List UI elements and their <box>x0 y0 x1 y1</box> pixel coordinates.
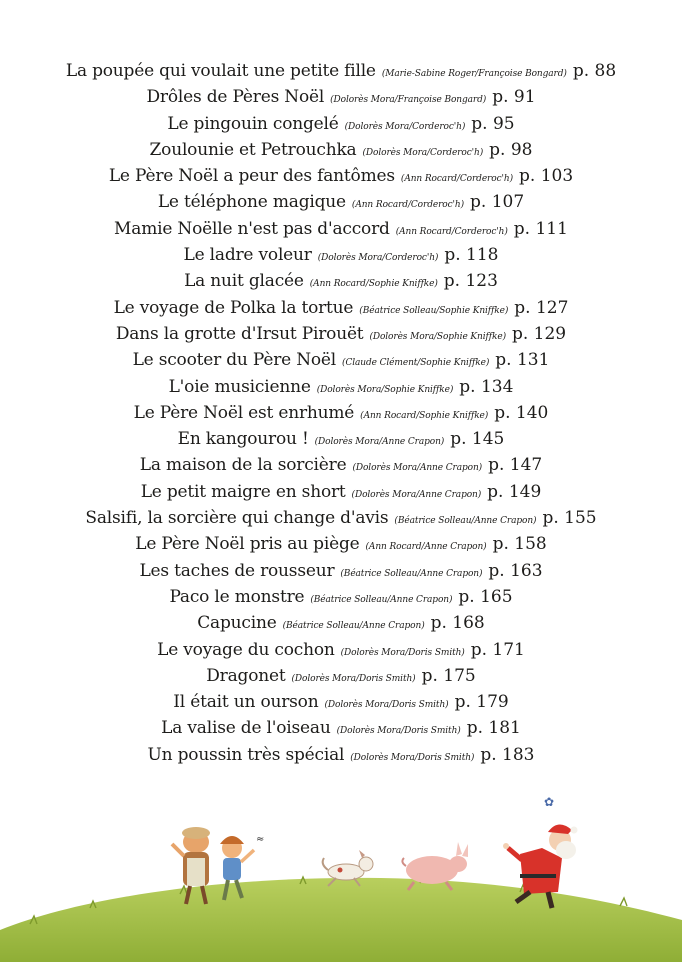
toc-entry[interactable] <box>0 137 682 163</box>
toc-entry[interactable] <box>0 295 682 321</box>
toc-entry[interactable] <box>0 347 682 373</box>
entry-authors: (Ann Rocard/Corderoc'h) <box>395 226 508 237</box>
entry-page: p. 168 <box>430 613 485 634</box>
entry-title: La valise de l'oiseau <box>161 718 331 739</box>
entry-title: En kangourou ! <box>177 429 309 450</box>
toc-entry[interactable] <box>0 374 682 400</box>
entry-authors: (Dolorès Mora/Doris Smith) <box>340 647 465 658</box>
toc-entry[interactable] <box>0 689 682 715</box>
entry-authors: (Béatrice Solleau/Anne Crapon) <box>340 568 483 579</box>
entry-page: p. 155 <box>542 508 597 529</box>
entry-authors: (Dolorès Mora/Anne Crapon) <box>314 437 445 448</box>
entry-authors: (Ann Rocard/Corderoc'h) <box>400 174 514 185</box>
svg-text:≈: ≈ <box>256 834 265 845</box>
entry-authors: (Béatrice Solleau/Anne Crapon) <box>310 594 453 605</box>
entry-page: p. 131 <box>495 350 550 371</box>
entry-page: p. 95 <box>471 113 515 134</box>
entry-title: Le Père Noël est enrhumé <box>133 402 355 423</box>
table-of-contents <box>0 58 682 768</box>
toc-entry[interactable] <box>0 584 682 610</box>
entry-authors: (Dolorès Mora/Doris Smith) <box>324 700 449 711</box>
entry-authors: (Dolorès Mora/Corderoc'h) <box>317 253 439 264</box>
entry-page: p. 98 <box>489 139 533 160</box>
entry-title: Le téléphone magique <box>157 192 346 213</box>
entry-page: p. 147 <box>488 455 543 476</box>
toc-entry[interactable] <box>0 84 682 110</box>
entry-authors: (Dolorès Mora/Doris Smith) <box>350 752 475 763</box>
toc-entry[interactable] <box>0 268 682 294</box>
toc-entry[interactable] <box>0 637 682 663</box>
entry-title: Le petit maigre en short <box>140 481 346 502</box>
toc-entry[interactable] <box>0 216 682 242</box>
entry-title: La maison de la sorcière <box>139 455 347 476</box>
entry-page: p. 103 <box>519 166 574 187</box>
entry-authors: (Dolorès Mora/Corderoc'h) <box>362 147 484 158</box>
toc-entry[interactable] <box>0 479 682 505</box>
toc-entry[interactable] <box>0 742 682 768</box>
entry-title: Drôles de Pères Noël <box>146 87 325 108</box>
toc-entry[interactable] <box>0 610 682 636</box>
entry-page: p. 158 <box>492 534 547 555</box>
toc-entry[interactable] <box>0 163 682 189</box>
toc-entry[interactable] <box>0 321 682 347</box>
entry-title: Le ladre voleur <box>183 245 312 266</box>
entry-title: Le Père Noël a peur des fantômes <box>108 166 395 187</box>
entry-page: p. 123 <box>443 271 498 292</box>
entry-title: La nuit glacée <box>184 271 304 292</box>
entry-page: p. 140 <box>494 402 549 423</box>
entry-authors: (Béatrice Solleau/Anne Crapon) <box>394 516 537 527</box>
entry-page: p. 127 <box>514 297 569 318</box>
entry-title: Le Père Noël pris au piège <box>135 534 360 555</box>
entry-page: p. 163 <box>488 560 543 581</box>
toc-entry[interactable] <box>0 505 682 531</box>
entry-page: p. 183 <box>480 744 535 765</box>
toc-entry[interactable] <box>0 426 682 452</box>
entry-authors: (Dolorès Mora/Anne Crapon) <box>351 489 482 500</box>
entry-page: p. 149 <box>487 481 542 502</box>
entry-authors: (Ann Rocard/Anne Crapon) <box>365 542 487 553</box>
entry-page: p. 171 <box>470 639 525 660</box>
toc-entry[interactable] <box>0 400 682 426</box>
entry-page: p. 165 <box>458 586 513 607</box>
entry-page: p. 91 <box>492 87 536 108</box>
toc-entry[interactable] <box>0 58 682 84</box>
entry-authors: (Dolorès Mora/Sophie Kniffke) <box>369 331 506 342</box>
entry-page: p. 118 <box>444 245 499 266</box>
toc-entry[interactable] <box>0 111 682 137</box>
entry-title: Un poussin très spécial <box>147 744 345 765</box>
entry-page: p. 111 <box>513 218 568 239</box>
toc-entry[interactable] <box>0 242 682 268</box>
entry-title: L'oie musicienne <box>168 376 311 397</box>
entry-authors: (Ann Rocard/Sophie Kniffke) <box>360 410 489 421</box>
entry-title: Le pingouin congelé <box>167 113 339 134</box>
entry-page: p. 181 <box>466 718 521 739</box>
entry-authors: (Béatrice Solleau/Anne Crapon) <box>282 621 425 632</box>
toc-entry[interactable] <box>0 558 682 584</box>
entry-page: p. 134 <box>459 376 514 397</box>
entry-authors: (Dolorès Mora/Corderoc'h) <box>344 121 466 132</box>
svg-text:✿: ✿ <box>544 795 555 809</box>
entry-authors: (Ann Rocard/Corderoc'h) <box>351 200 465 211</box>
toc-entry[interactable] <box>0 715 682 741</box>
entry-authors: (Dolorès Mora/Sophie Kniffke) <box>316 384 454 395</box>
entry-page: p. 175 <box>421 665 476 686</box>
entry-title: Paco le monstre <box>169 586 305 607</box>
entry-authors: (Dolorès Mora/Anne Crapon) <box>352 463 483 474</box>
toc-entry[interactable] <box>0 663 682 689</box>
entry-title: Le scooter du Père Noël <box>132 350 337 371</box>
entry-authors: (Béatrice Solleau/Sophie Kniffke) <box>359 305 509 316</box>
toc-entry[interactable] <box>0 531 682 557</box>
entry-title: Dans la grotte d'Irsut Pirouët <box>115 323 364 344</box>
entry-title: Mamie Noëlle n'est pas d'accord <box>114 218 390 239</box>
entry-page: p. 129 <box>511 323 567 344</box>
illustration <box>0 790 682 962</box>
entry-title: Zoulounie et Petrouchka <box>149 139 357 160</box>
entry-authors: (Dolorès Mora/Doris Smith) <box>336 726 461 737</box>
entry-page: p. 179 <box>454 692 509 713</box>
entry-title: Les taches de rousseur <box>139 560 335 581</box>
entry-page: p. 145 <box>450 429 505 450</box>
entry-title: Salsifi, la sorcière qui change d'avis <box>85 508 389 529</box>
entry-page: p. 88 <box>572 61 617 81</box>
toc-entry[interactable] <box>0 189 682 215</box>
entry-authors: (Dolorès Mora/Françoise Bongard) <box>330 95 487 106</box>
entry-title: Le voyage de Polka la tortue <box>113 297 354 318</box>
entry-page: p. 107 <box>470 192 525 213</box>
entry-title: Le voyage du cochon <box>157 639 335 660</box>
entry-authors: (Claude Clément/Sophie Kniffke) <box>342 358 490 369</box>
entry-authors: (Dolorès Mora/Doris Smith) <box>291 673 416 684</box>
entry-title: Dragonet <box>206 665 286 686</box>
entry-title: Capucine <box>197 613 277 634</box>
entry-title: Il était un ourson <box>173 692 319 713</box>
entry-authors: (Ann Rocard/Sophie Kniffke) <box>309 279 438 290</box>
entry-authors: (Marie-Sabine Roger/Françoise Bongard) <box>381 69 567 79</box>
grass-hill <box>0 878 682 962</box>
entry-title: La poupée qui voulait une petite fille <box>65 61 376 81</box>
toc-entry[interactable] <box>0 452 682 478</box>
